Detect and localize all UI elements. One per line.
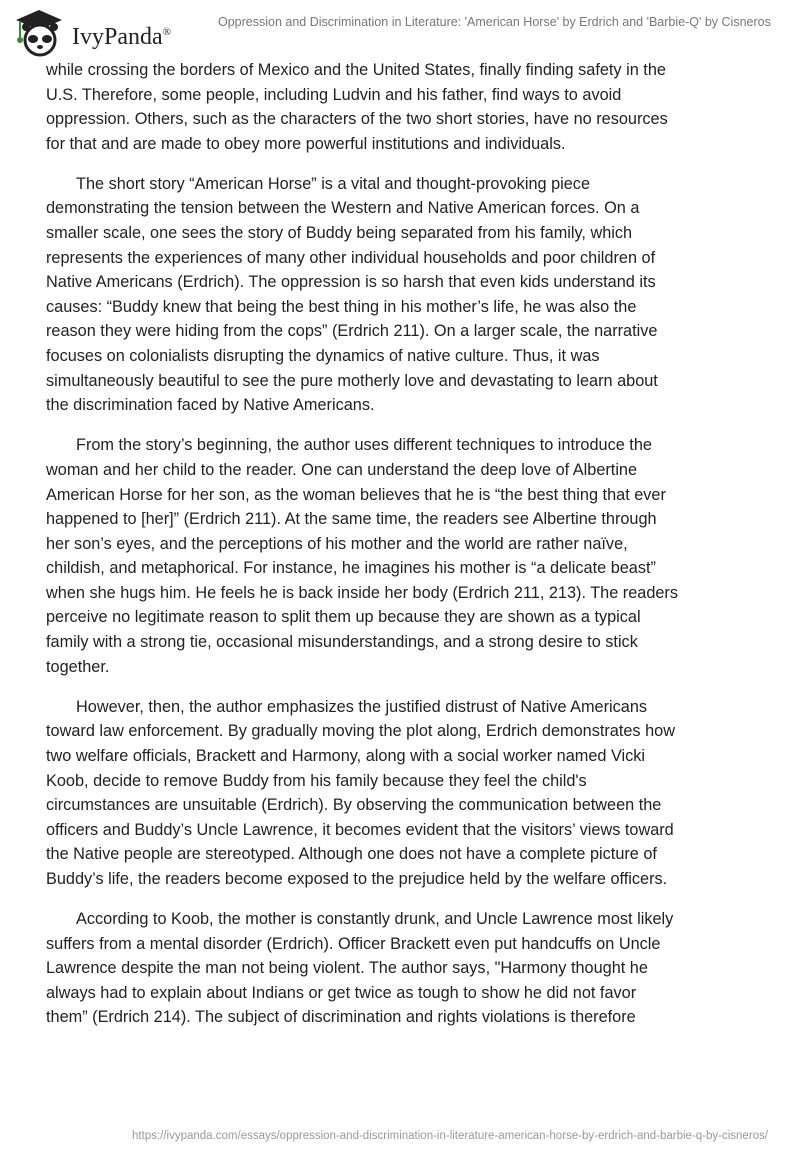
text-line: Native Americans (Erdrich). The oppression is so harsh that even kids understand its <box>46 273 656 292</box>
source-url[interactable]: https://ivypanda.com/essays/oppression-and-discrimination-in-literature-american-horse-by-erdrich-and-barbie-q-by-cisneros/ <box>132 1130 768 1142</box>
essay-paragraph <box>46 907 766 1030</box>
text-line: oppression. Others, such as the characters of the two short stories, have no resources <box>46 110 668 129</box>
text-line: simultaneously beautiful to see the pure motherly love and devastating to learn about <box>46 371 658 390</box>
text-line: Lawrence despite the man not being violent. The author says, "Harmony thought he <box>46 959 648 978</box>
essay-paragraph <box>46 172 766 418</box>
text-line: for that and are made to obey more powerful institutions and individuals. <box>46 134 566 153</box>
text-line: U.S. Therefore, some people, including Ludvin and his father, find ways to avoid <box>46 85 622 104</box>
text-line: while crossing the borders of Mexico and the United States, finally finding safety in the <box>46 61 666 79</box>
text-line: The short story “American Horse” is a vital and thought-provoking piece <box>76 174 590 193</box>
text-line: family with a strong tie, occasional misunderstandings, and a strong desire to stick <box>46 633 638 652</box>
text-line: perceive no legitimate reason to split them up because they are shown as a typical <box>46 608 641 627</box>
text-line: smaller scale, one sees the story of Buddy being separated from his family, which <box>46 224 633 243</box>
ivypanda-logo[interactable] <box>12 8 171 58</box>
panda-graduate-icon <box>12 8 66 58</box>
text-line: her son’s eyes, and the perceptions of his mother and the world are rather naïve, <box>46 534 628 553</box>
text-line: toward law enforcement. By gradually moving the plot along, Erdrich demonstrates how <box>46 722 675 741</box>
text-line: the Native people are stereotyped. Although one does not have a complete picture of <box>46 845 657 864</box>
text-line: focuses on colonialists disrupting the dynamics of native culture. Thus, it was <box>46 347 600 366</box>
text-line: childish, and metaphorical. For instance, he imagines his mother is “a delicate beast” <box>46 559 656 578</box>
text-line: American Horse for her son, as the woman believes that he is “the best thing that ever <box>46 485 666 504</box>
text-line: when she hugs him. He feels he is back inside her body (Erdrich 211, 213). The readers <box>46 583 678 602</box>
text-line: From the story’s beginning, the author uses different techniques to introduce the <box>76 436 652 455</box>
text-line: two welfare officials, Brackett and Harmony, along with a social worker named Vicki <box>46 746 646 765</box>
text-line: suffers from a mental disorder (Erdrich). Officer Brackett even put handcuffs on Uncle <box>46 934 661 953</box>
text-line: happened to [her]” (Erdrich 211). At the same time, the readers see Albertine through <box>46 510 657 529</box>
text-line: the discrimination faced by Native Americans. <box>46 396 375 415</box>
text-line: causes: “Buddy knew that being the best thing in his mother’s life, he was also the <box>46 297 637 316</box>
text-line: However, then, the author emphasizes the justified distrust of Native Americans <box>76 697 648 716</box>
essay-paragraph <box>46 695 766 892</box>
text-line: reason they were hiding from the cops” (Erdrich 211). On a larger scale, the narrative <box>46 322 658 341</box>
text-line: circumstances are unsuitable (Erdrich). By observing the communication between the <box>46 796 662 815</box>
text-line: Koob, decide to remove Buddy from his family because they feel the child's <box>46 771 587 790</box>
logo-text: IvyPanda® <box>72 23 172 50</box>
text-line: Buddy’s life, the readers become exposed to the prejudice held by the welfare officers. <box>46 869 668 888</box>
text-line: According to Koob, the mother is constantly drunk, and Uncle Lawrence most likely <box>76 910 674 928</box>
text-line: represents the experiences of many other individual households and poor children of <box>46 248 656 267</box>
text-line: always had to explain about Indians or get twice as tough to show he did not favor <box>46 983 637 1002</box>
text-line: together. <box>46 657 110 676</box>
page-header <box>0 0 800 60</box>
essay-body <box>46 58 766 1045</box>
essay-paragraph <box>46 58 766 156</box>
text-line: them” (Erdrich 214). The subject of discrimination and rights violations is therefore <box>46 1008 636 1027</box>
essay-paragraph <box>46 433 766 679</box>
text-line: woman and her child to the reader. One can understand the deep love of Albertine <box>46 460 638 479</box>
text-line: demonstrating the tension between the Western and Native American forces. On a <box>46 199 640 218</box>
text-line: officers and Buddy’s Uncle Lawrence, it becomes evident that the visitors’ views toward <box>46 820 674 839</box>
document-title: Oppression and Discrimination in Literature: 'American Horse' by Erdrich and 'Barbie-Q' by Cisneros <box>218 15 771 29</box>
